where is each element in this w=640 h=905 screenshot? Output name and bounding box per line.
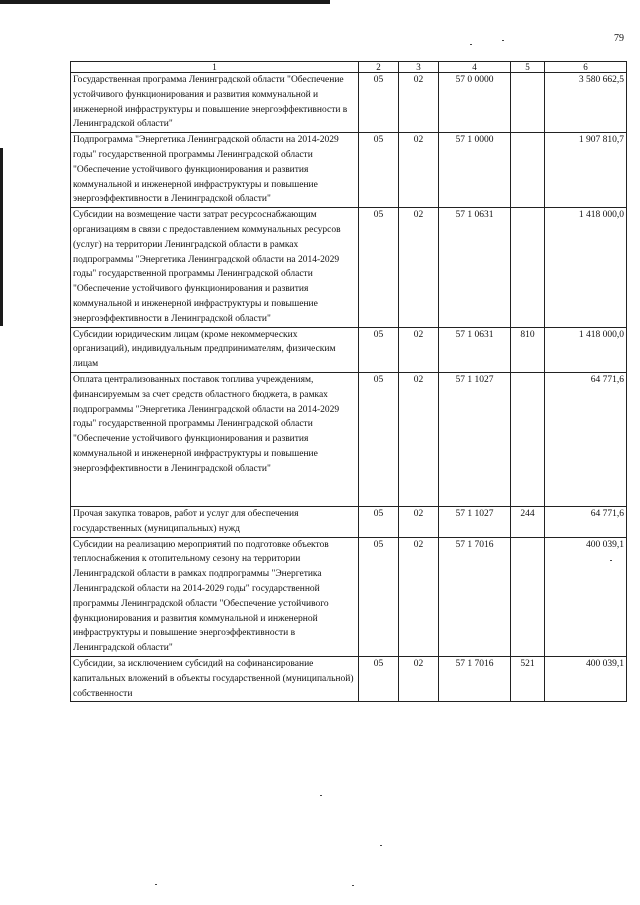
page-number: 79 (614, 33, 624, 44)
row-name: Субсидии на реализацию мероприятий по подготовке объектов теплоснабжения к отопительному сезону на территории Ленинградской области в рамках подпрограммы "Энергетика Ленинградской области на 2014-2029 годы" государственной программы Ленинградской области "Обеспечение устойчивого функционирования и развития коммунальной и инженерной инфраструктуры и повышение энергоэффективности в Ленинградской области" (71, 537, 359, 656)
row-subsection: 02 (399, 506, 439, 537)
scan-speck (502, 40, 504, 41)
scan-speck (155, 884, 157, 885)
scan-speck (380, 845, 382, 846)
row-amount: 64 771,6 (545, 506, 627, 537)
scan-speck (610, 560, 612, 561)
scan-speck (470, 44, 472, 45)
row-expense-type (511, 208, 545, 327)
row-subsection: 02 (399, 327, 439, 372)
table-row (71, 372, 627, 506)
row-name: Государственная программа Ленинградской области "Обеспечение устойчивого функционирования и развития коммунальной и инженерной инфраструктуры и повышение энергоэффективности в Ленинградской области" (71, 73, 359, 133)
row-name: Оплата централизованных поставок топлива учреждениям, финансируемым за счет средств областного бюджета, в рамках подпрограммы "Энергетика Ленинградской области на 2014-2029 годы" государственной программы Ленинградской области "Обеспечение устойчивого функционирования и развития коммунальной и инженерной инфраструктуры и повышение энергоэффективности в Ленинградской области" (71, 372, 359, 506)
row-subsection: 02 (399, 656, 439, 701)
row-target-code: 57 0 0000 (439, 73, 511, 133)
header-col-6: 6 (545, 62, 627, 73)
row-amount: 64 771,6 (545, 372, 627, 506)
row-subsection: 02 (399, 208, 439, 327)
row-section: 05 (359, 506, 399, 537)
row-section: 05 (359, 656, 399, 701)
table-row (71, 327, 627, 372)
row-amount: 400 039,1 (545, 656, 627, 701)
row-section: 05 (359, 133, 399, 208)
header-col-2: 2 (359, 62, 399, 73)
row-expense-type (511, 537, 545, 656)
row-target-code: 57 1 0000 (439, 133, 511, 208)
row-expense-type: 521 (511, 656, 545, 701)
row-subsection: 02 (399, 537, 439, 656)
header-col-5: 5 (511, 62, 545, 73)
table-row (71, 208, 627, 327)
scan-edge-mark-left (0, 148, 3, 326)
row-subsection: 02 (399, 133, 439, 208)
row-target-code: 57 1 1027 (439, 372, 511, 506)
row-amount: 1 418 000,0 (545, 208, 627, 327)
row-amount: 400 039,1 (545, 537, 627, 656)
row-subsection: 02 (399, 73, 439, 133)
row-section: 05 (359, 327, 399, 372)
row-expense-type: 244 (511, 506, 545, 537)
row-expense-type: 810 (511, 327, 545, 372)
row-expense-type (511, 372, 545, 506)
row-name: Подпрограмма "Энергетика Ленинградской области на 2014-2029 годы" государственной программы Ленинградской области "Обеспечение устойчивого функционирования и развития коммунальной и инженерной инфраструктуры и повышение энергоэффективности в Ленинградской области" (71, 133, 359, 208)
row-section: 05 (359, 208, 399, 327)
row-amount: 1 418 000,0 (545, 327, 627, 372)
row-subsection: 02 (399, 372, 439, 506)
row-section: 05 (359, 537, 399, 656)
table-row (71, 656, 627, 701)
row-target-code: 57 1 7016 (439, 656, 511, 701)
row-name: Субсидии юридическим лицам (кроме некоммерческих организаций), индивидуальным предпринимателям, физическим лицам (71, 327, 359, 372)
scan-edge-mark-top (0, 0, 330, 4)
row-amount: 3 580 662,5 (545, 73, 627, 133)
row-name: Субсидии, за исключением субсидий на софинансирование капитальных вложений в объекты государственной (муниципальной) собственности (71, 656, 359, 701)
row-expense-type (511, 133, 545, 208)
row-amount: 1 907 810,7 (545, 133, 627, 208)
row-name: Прочая закупка товаров, работ и услуг для обеспечения государственных (муниципальных) нужд (71, 506, 359, 537)
row-section: 05 (359, 372, 399, 506)
row-name: Субсидии на возмещение части затрат ресурсоснабжающим организациям в связи с предоставлением коммунальных ресурсов (услуг) на территории Ленинградской области в рамках подпрограммы "Энергетика Ленинградской области на 2014-2029 годы" государственной программы Ленинградской области "Обеспечение устойчивого функционирования и развития коммунальной и инженерной инфраструктуры и повышение энергоэффективности в Ленинградской области" (71, 208, 359, 327)
budget-table (70, 61, 627, 702)
row-target-code: 57 1 0631 (439, 208, 511, 327)
row-target-code: 57 1 0631 (439, 327, 511, 372)
header-col-1: 1 (71, 62, 359, 73)
table-header-row (71, 62, 627, 73)
row-target-code: 57 1 7016 (439, 537, 511, 656)
row-section: 05 (359, 73, 399, 133)
scan-speck (352, 885, 354, 886)
table-row (71, 133, 627, 208)
table-row (71, 73, 627, 133)
header-col-4: 4 (439, 62, 511, 73)
table-row (71, 506, 627, 537)
row-expense-type (511, 73, 545, 133)
scan-speck (320, 795, 322, 796)
row-target-code: 57 1 1027 (439, 506, 511, 537)
header-col-3: 3 (399, 62, 439, 73)
table-row (71, 537, 627, 656)
